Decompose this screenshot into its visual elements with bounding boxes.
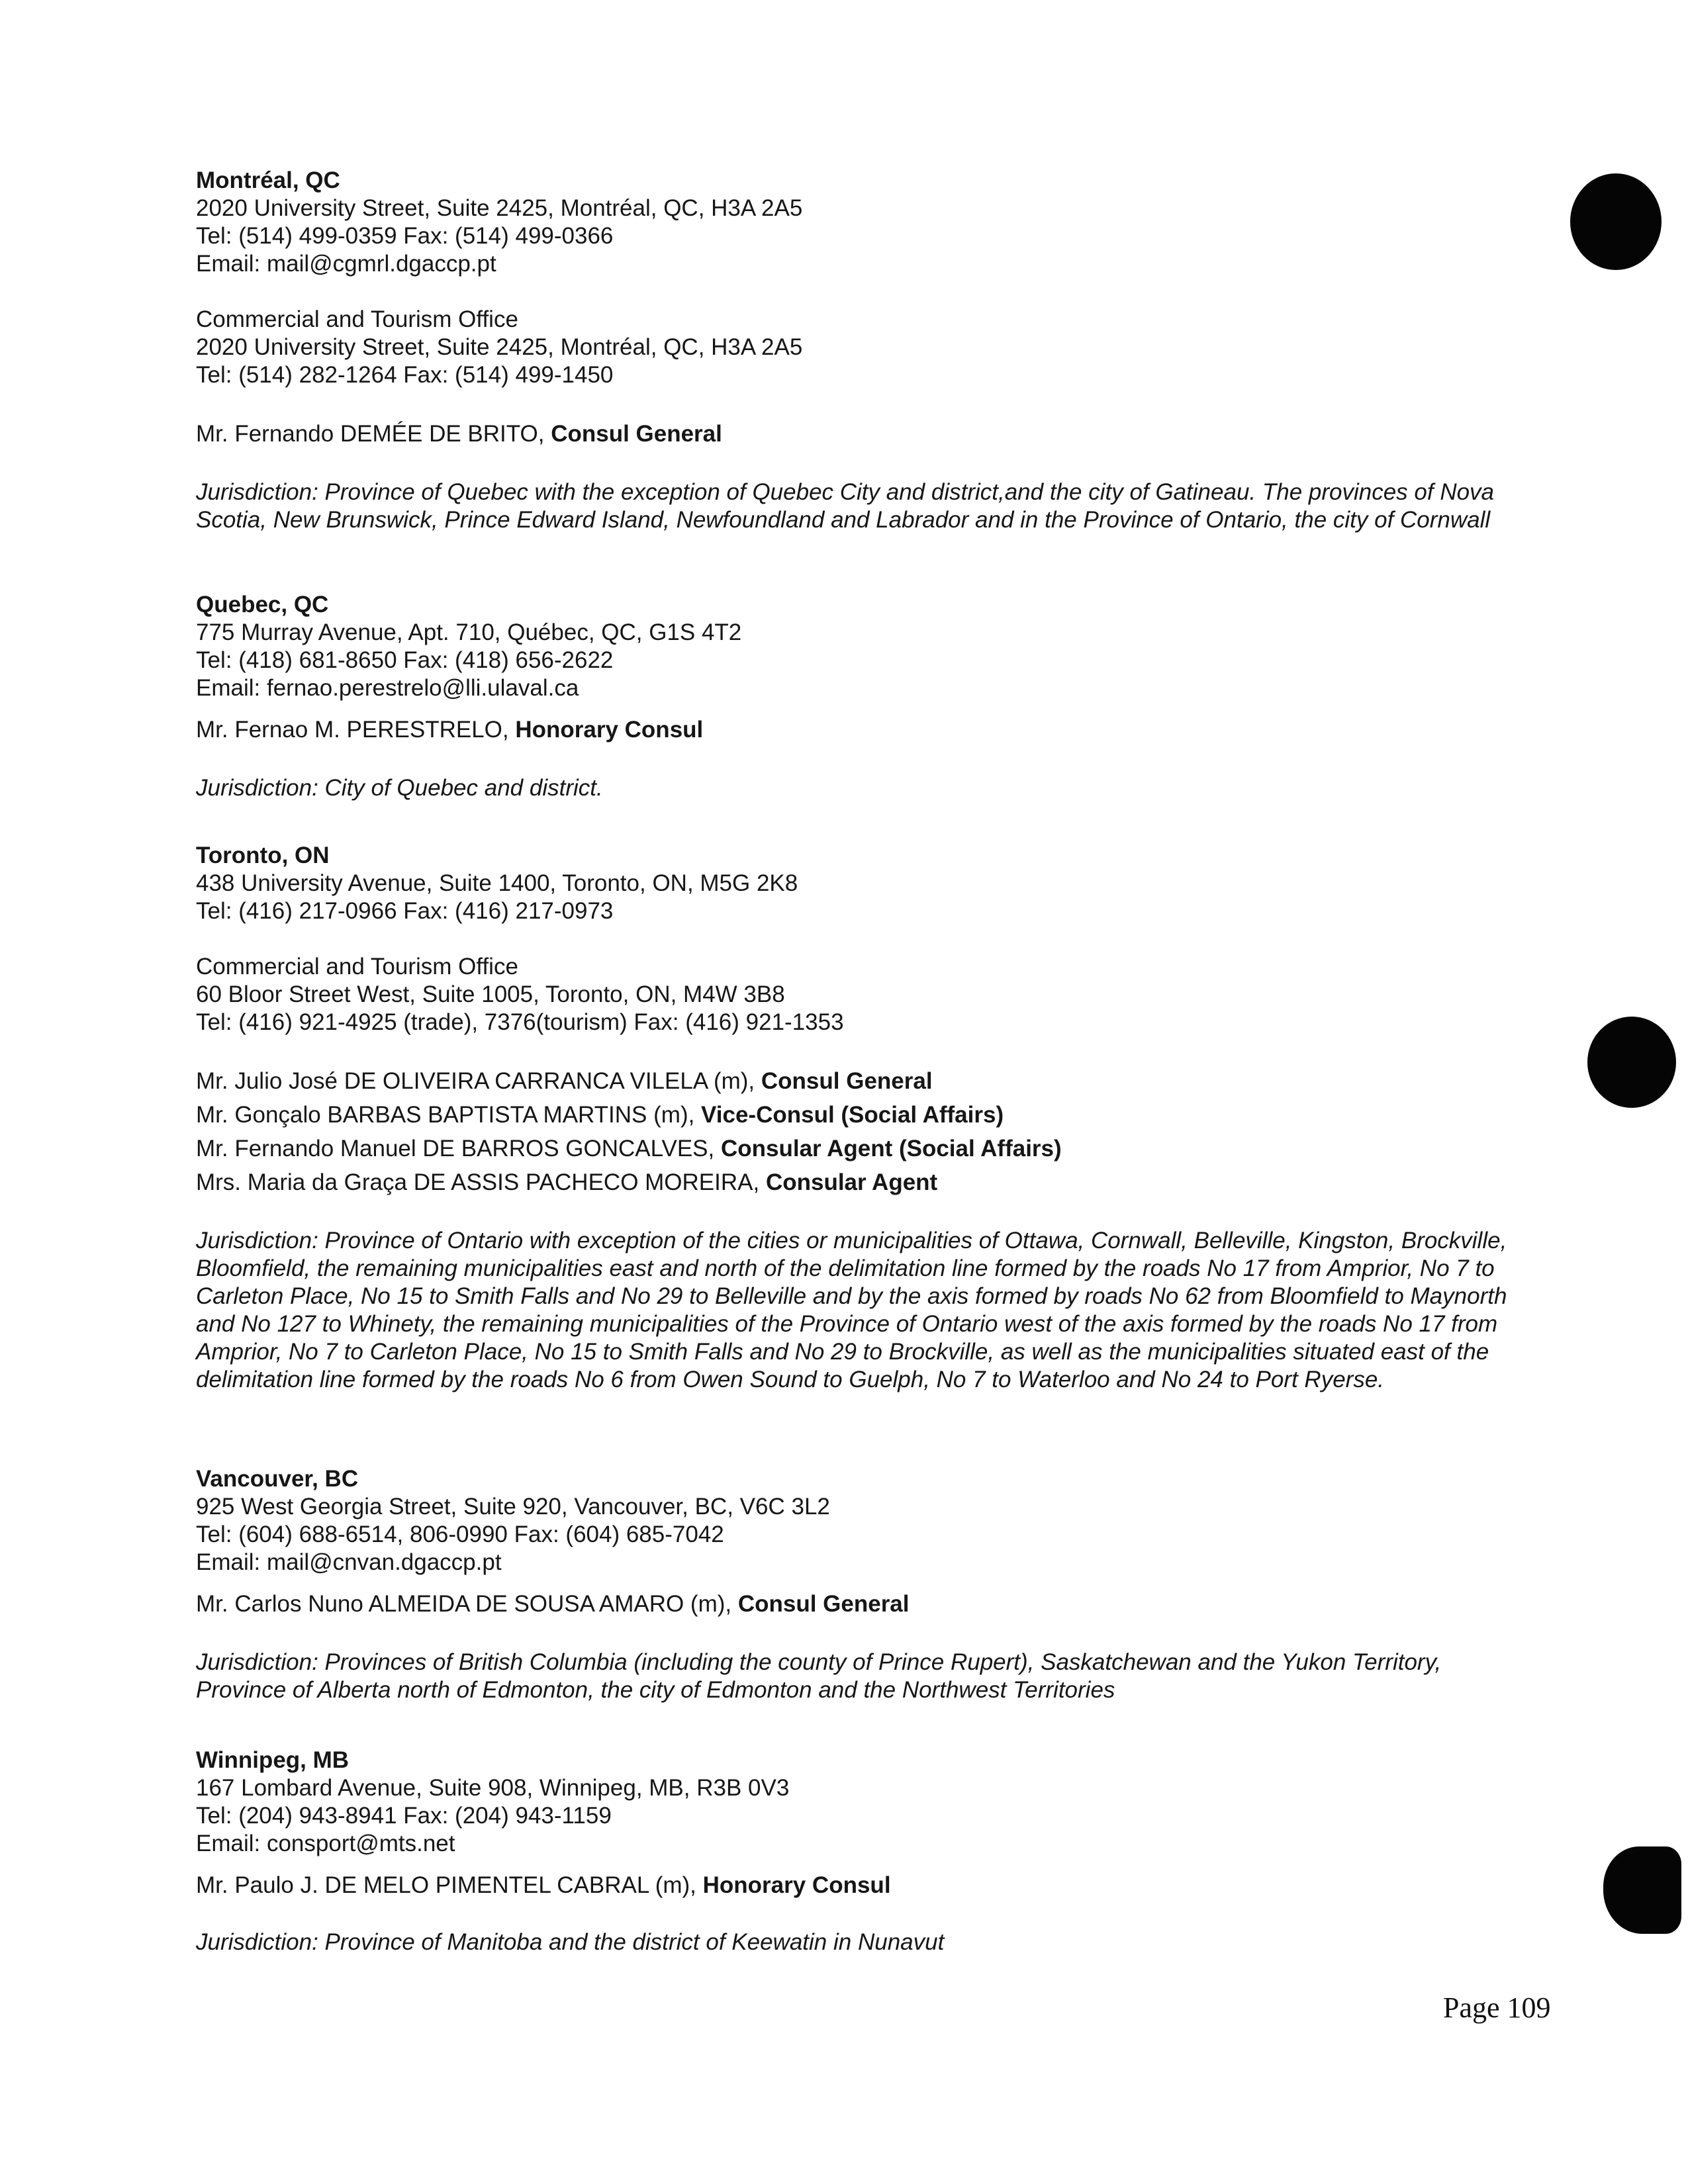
consulate-heading: Winnipeg, MB — [196, 1747, 350, 1773]
jurisdiction-text: Jurisdiction: City of Quebec and district. — [196, 775, 603, 801]
jurisdiction-text: Jurisdiction: Province of Quebec with the exception of Quebec City and district,and the city of Gatineau. The provinces of Nova Scotia, New Brunswick, Prince Edward Island, Newfoundland and Labrador and in the Province of Ontario, the city of Cornwall — [196, 479, 1495, 533]
consulate-winnipeg — [196, 1747, 1533, 1956]
jurisdiction-text: Jurisdiction: Province of Manitoba and the district of Keewatin in Nunavut — [196, 1929, 945, 1955]
phone-line: Tel: (418) 681-8650 Fax: (418) 656-2622 — [196, 647, 614, 673]
official-name: Mr. Fernao M. PERESTRELO, — [196, 717, 516, 743]
phone-line: Tel: (416) 217-0966 Fax: (416) 217-0973 — [196, 898, 614, 924]
commercial-office — [196, 953, 1533, 1036]
phone-line: Tel: (204) 943-8941 Fax: (204) 943-1159 — [196, 1803, 612, 1829]
official-entry — [196, 1064, 1533, 1098]
office-address: 60 Bloor Street West, Suite 1005, Toronto, ON, M4W 3B8 — [196, 981, 785, 1007]
officials-list — [196, 417, 1533, 451]
phone-line: Tel: (514) 499-0359 Fax: (514) 499-0366 — [196, 223, 614, 249]
punch-hole-bottom — [1603, 1846, 1681, 1934]
office-label: Commercial and Tourism Office — [196, 954, 518, 979]
office-address: 2020 University Street, Suite 2425, Montréal, QC, H3A 2A5 — [196, 334, 803, 360]
official-title: Honorary Consul — [702, 1872, 891, 1898]
official-entry — [196, 713, 1533, 747]
jurisdiction-text: Jurisdiction: Provinces of British Columbia (including the county of Prince Rupert), Saskatchewan and the Yukon Territory, Province of Alberta north of Edmonton, the city of Edmonton and the Northwest Territories — [196, 1649, 1442, 1703]
consulate-heading: Toronto, ON — [196, 842, 330, 868]
email-line: Email: consport@mts.net — [196, 1831, 455, 1856]
official-entry — [196, 1587, 1533, 1621]
official-name: Mr. Gonçalo BARBAS BAPTISTA MARTINS (m), — [196, 1102, 702, 1128]
official-entry — [196, 1132, 1533, 1165]
official-title: Consular Agent — [765, 1169, 938, 1195]
official-title: Vice-Consul (Social Affairs) — [701, 1102, 1004, 1128]
punch-hole-top — [1570, 173, 1662, 270]
consulate-heading: Quebec, QC — [196, 592, 329, 617]
address-line: 167 Lombard Avenue, Suite 908, Winnipeg, MB, R3B 0V3 — [196, 1775, 790, 1801]
official-entry — [196, 1868, 1533, 1902]
office-phone: Tel: (416) 921-4925 (trade), 7376(tourism) Fax: (416) 921-1353 — [196, 1009, 844, 1035]
official-name: Mr. Fernando Manuel DE BARROS GONCALVES, — [196, 1136, 721, 1161]
address-line: 438 University Avenue, Suite 1400, Toronto, ON, M5G 2K8 — [196, 870, 798, 896]
email-line: Email: fernao.perestrelo@lli.ulaval.ca — [196, 675, 579, 701]
official-title: Consular Agent (Social Affairs) — [720, 1136, 1062, 1161]
page-number: Page 109 — [1443, 1991, 1551, 2024]
consulate-heading: Vancouver, BC — [196, 1466, 359, 1492]
consulate-toronto — [196, 842, 1533, 1394]
officials-list — [196, 713, 1533, 747]
official-name: Mr. Paulo J. DE MELO PIMENTEL CABRAL (m), — [196, 1872, 703, 1898]
commercial-office — [196, 306, 1533, 389]
officials-list — [196, 1587, 1533, 1621]
email-line: Email: mail@cnvan.dgaccp.pt — [196, 1549, 502, 1575]
official-name: Mr. Fernando DEMÉE DE BRITO, — [196, 421, 551, 447]
consulate-montreal — [196, 167, 1533, 534]
address-line: 775 Murray Avenue, Apt. 710, Québec, QC, G1S 4T2 — [196, 619, 742, 645]
official-name: Mrs. Maria da Graça DE ASSIS PACHECO MOREIRA, — [196, 1169, 766, 1195]
consulate-list — [196, 167, 1533, 1956]
official-title: Honorary Consul — [515, 717, 704, 743]
official-entry — [196, 417, 1533, 451]
consulate-quebec — [196, 591, 1533, 802]
officials-list — [196, 1064, 1533, 1199]
consulate-heading: Montréal, QC — [196, 167, 340, 193]
official-name: Mr. Carlos Nuno ALMEIDA DE SOUSA AMARO (m), — [196, 1591, 738, 1617]
address-line: 925 West Georgia Street, Suite 920, Vancouver, BC, V6C 3L2 — [196, 1494, 830, 1520]
address-line: 2020 University Street, Suite 2425, Montréal, QC, H3A 2A5 — [196, 195, 803, 221]
consulate-vancouver — [196, 1465, 1533, 1704]
phone-line: Tel: (604) 688-6514, 806-0990 Fax: (604) 685-7042 — [196, 1522, 724, 1547]
office-label: Commercial and Tourism Office — [196, 306, 518, 332]
officials-list — [196, 1868, 1533, 1902]
official-entry — [196, 1098, 1533, 1132]
punch-hole-middle — [1587, 1017, 1676, 1108]
office-phone: Tel: (514) 282-1264 Fax: (514) 499-1450 — [196, 362, 614, 388]
jurisdiction-text: Jurisdiction: Province of Ontario with exception of the cities or municipalities of Ottawa, Cornwall, Belleville, Kingston, Brockville, Bloomfield, the remaining municipalities east and north of the delimitation line formed by the roads No 17 from Amprior, No 7 to Carleton Place, No 15 to Smith Falls and No 29 to Belleville and by the axis formed by roads No 62 from Bloomfield to Maynorth and No 127 to Whinety, the remaining municipalities of the Province of Ontario west of the axis formed by the roads No 17 from Amprior, No 7 to Carleton Place, No 15 to Smith Falls and No 29 to Brockville, as well as the municipalities situated east of the delimitation line formed by the roads No 6 from Owen Sound to Guelph, No 7 to Waterloo and No 24 to Port Ryerse. — [196, 1228, 1507, 1392]
official-title: Consul General — [761, 1068, 933, 1094]
official-name: Mr. Julio José DE OLIVEIRA CARRANCA VILELA (m), — [196, 1068, 761, 1094]
official-entry — [196, 1165, 1533, 1199]
official-title: Consul General — [737, 1591, 910, 1617]
email-line: Email: mail@cgmrl.dgaccp.pt — [196, 251, 496, 277]
official-title: Consul General — [551, 421, 722, 447]
